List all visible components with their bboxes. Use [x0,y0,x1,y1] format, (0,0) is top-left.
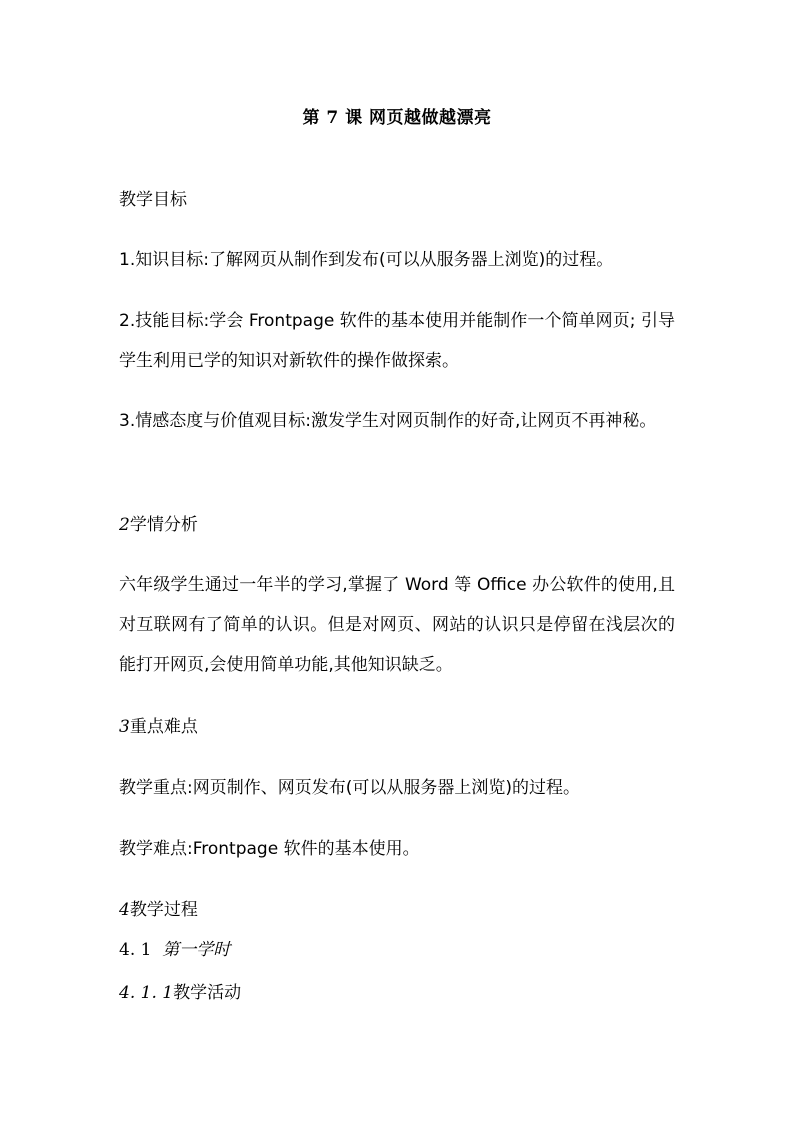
section-heading-text: 教学过程 [129,900,198,920]
objective-attitude: 3.情感态度与价值观目标:激发学生对网页制作的好奇,让网页不再神秘。 [119,411,657,431]
key-point: 教学重点:网页制作、网页发布(可以从服务器上浏览)的过程。 [119,778,580,798]
section-heading-keypoints [119,707,679,747]
section-heading-text: 重点难点 [129,717,198,737]
subsubsection-text: 教学活动 [173,983,242,1003]
subsubheading-activities [119,973,679,1013]
section-heading-process [119,890,679,930]
subheading-first-lesson [119,930,679,970]
page-title: 第 7 课 网页越做越漂亮 [302,108,492,128]
section-number: 2 [119,515,130,535]
section-number: 4 [119,900,130,920]
subsection-text: 第一学时 [162,940,231,960]
subsubsection-number: 4. 1. 1 [119,983,174,1003]
objective-skill: 2.技能目标:学会 Frontpage 软件的基本使用并能制作一个简单网页; 引导学生利用已学的知识对新软件的操作做探索。 [119,311,675,371]
objective-knowledge: 1.知识目标:了解网页从制作到发布(可以从服务器上浏览)的过程。 [119,250,614,270]
section-heading-text: 学情分析 [129,515,198,535]
section-heading-objectives: 教学目标 [119,190,187,210]
analysis-paragraph: 六年级学生通过一年半的学习,掌握了 Word 等 Office 办公软件的使用,且对互联网有了简单的认识。但是对网页、网站的认识只是停留在浅层次的能打开网页,会使用简单功能,其他知识缺乏。 [119,575,675,675]
difficult-point: 教学难点:Frontpage 软件的基本使用。 [119,839,420,859]
section-number: 3 [119,717,130,737]
subsection-number: 4. 1 [119,940,152,960]
section-heading-analysis [119,505,679,545]
